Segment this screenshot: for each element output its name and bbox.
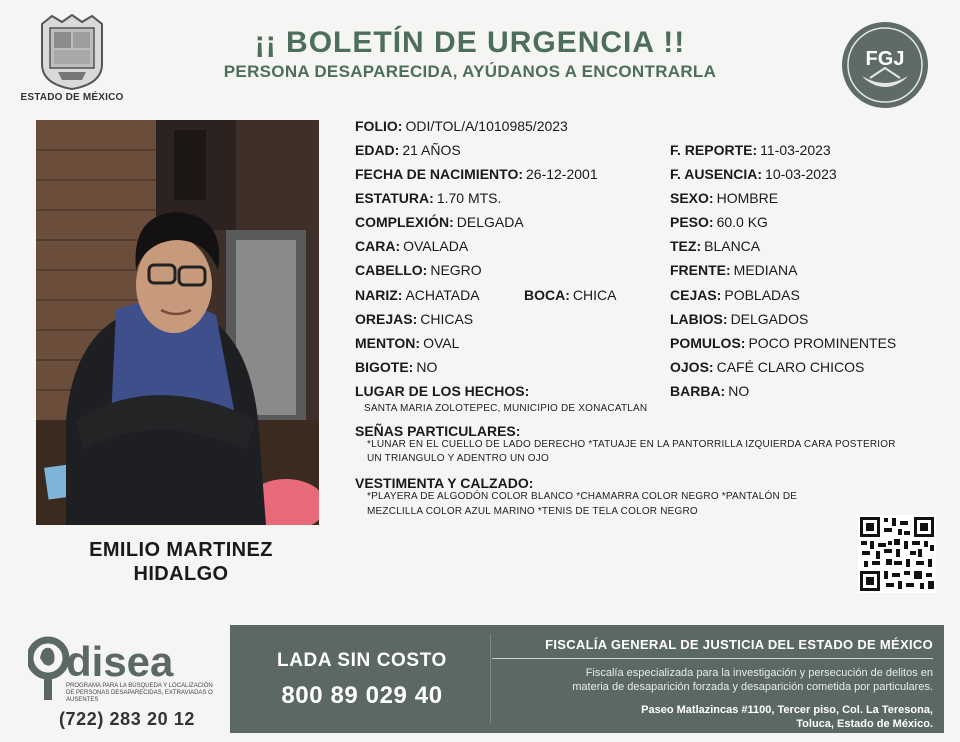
senas-line1: *LUNAR EN EL CUELLO DE LADO DERECHO *TATUAJE EN LA PANTORRILLA IZQUIERDA CARA POSTERIOR: [367, 439, 896, 450]
field-value: 26-12-2001: [526, 166, 598, 182]
field-nariz: [355, 287, 480, 303]
odisea-tagline-1: PROGRAMA PARA LA BÚSQUEDA Y LOCALIZACIÓN: [66, 683, 213, 689]
fiscalia-title: FISCALÍA GENERAL DE JUSTICIA DEL ESTADO DE MÉXICO: [545, 637, 933, 652]
field-value: CHICA: [572, 287, 617, 303]
estado-de-mexico-coat-of-arms-icon: [38, 14, 106, 90]
field-frente: [670, 262, 797, 278]
field-bigote: [355, 359, 437, 375]
fiscalia-address: [495, 703, 933, 731]
vestimenta-line1: *PLAYERA DE ALGODÓN COLOR BLANCO *CHAMARRA COLOR NEGRO *PANTALÓN DE: [367, 491, 798, 502]
field-cejas: [670, 287, 800, 303]
field-value: OVALADA: [403, 238, 469, 254]
field-estatura: [355, 190, 501, 206]
field-cabello: [355, 262, 482, 278]
field-label: BARBA:: [670, 383, 726, 399]
field-edad: [355, 142, 461, 158]
field-label: OJOS:: [670, 359, 714, 375]
seal-text: FGJ: [865, 48, 905, 70]
field-value: HOMBRE: [716, 190, 779, 206]
field-label: OREJAS:: [355, 311, 418, 327]
field-value: NO: [416, 359, 438, 375]
field-label: LABIOS:: [670, 311, 728, 327]
field-value: DELGADA: [456, 214, 524, 230]
field-value: DELGADOS: [730, 311, 809, 327]
field-boca: [524, 287, 616, 303]
field-orejas: [355, 311, 473, 327]
field-label: EDAD:: [355, 142, 400, 158]
person-name-line1: EMILIO MARTINEZ: [89, 539, 273, 561]
field-value: 11-03-2023: [760, 142, 831, 158]
field-label: PESO:: [670, 214, 714, 230]
vestimenta-line2: MEZCLILLA COLOR AZUL MARINO *TENIS DE TELA COLOR NEGRO: [367, 506, 698, 517]
field-menton: [355, 335, 459, 351]
field-ojos: [670, 359, 864, 375]
fiscalia-desc-line1: Fiscalía especializada para la investigación y persecución de delitos en: [585, 667, 933, 679]
qr-code-icon[interactable]: [858, 515, 936, 593]
field-f-reporte: [670, 142, 831, 158]
field-label: F. REPORTE:: [670, 142, 758, 158]
field-fecha-nacimiento: [355, 166, 598, 182]
field-folio: [355, 118, 568, 134]
address-line2: Toluca, Estado de México.: [796, 718, 933, 730]
field-value: POBLADAS: [724, 287, 800, 303]
field-value: CAFÉ CLARO CHICOS: [716, 359, 865, 375]
field-label: SEXO:: [670, 190, 714, 206]
fgj-seal-icon: [840, 20, 930, 110]
field-label: MENTON:: [355, 335, 421, 351]
bulletin-subtitle: PERSONA DESAPARECIDA, AYÚDANOS A ENCONTRARLA: [223, 62, 717, 81]
field-label: FOLIO:: [355, 118, 403, 134]
senas-label: SEÑAS PARTICULARES:: [355, 423, 521, 439]
field-label: F. AUSENCIA:: [670, 166, 763, 182]
field-label: POMULOS:: [670, 335, 746, 351]
field-value: CHICAS: [420, 311, 474, 327]
field-label: NARIZ:: [355, 287, 403, 303]
odisea-phone[interactable]: (722) 283 20 12: [58, 709, 196, 729]
person-photo: [36, 120, 319, 525]
footer-divider: [490, 634, 491, 724]
field-pomulos: [670, 335, 896, 351]
fiscalia-underline: [492, 658, 933, 659]
field-barba: [670, 383, 749, 399]
fiscalia-desc-line2: materia de desaparición forzada y desaparición cometida por particulares.: [572, 681, 933, 693]
field-value: 60.0 KG: [716, 214, 768, 230]
lada-label: LADA SIN COSTO: [277, 650, 447, 671]
senas-line2: UN TRIANGULO Y ADENTRO UN OJO: [367, 453, 549, 464]
field-label: BIGOTE:: [355, 359, 414, 375]
field-label: FECHA DE NACIMIENTO:: [355, 166, 523, 182]
field-value: 10-03-2023: [765, 166, 837, 182]
field-value: 1.70 MTS.: [436, 190, 502, 206]
fiscalia-description: [495, 666, 933, 694]
field-value: NEGRO: [430, 262, 482, 278]
field-peso: [670, 214, 768, 230]
person-name-line2: HIDALGO: [133, 563, 229, 585]
field-labios: [670, 311, 808, 327]
field-value: MEDIANA: [733, 262, 798, 278]
field-value: 21 AÑOS: [402, 142, 461, 158]
person-name: [36, 538, 326, 586]
field-value: BLANCA: [704, 238, 761, 254]
field-f-ausencia: [670, 166, 837, 182]
field-label: FRENTE:: [670, 262, 731, 278]
lugar-value: SANTA MARIA ZOLOTEPEC, MUNICIPIO DE XONACATLAN: [364, 403, 648, 414]
odisea-logo-icon: [28, 634, 223, 704]
field-label: CARA:: [355, 238, 401, 254]
field-label: CABELLO:: [355, 262, 428, 278]
field-tez: [670, 238, 760, 254]
field-value: NO: [728, 383, 750, 399]
vestimenta-label: VESTIMENTA Y CALZADO:: [355, 475, 534, 491]
field-sexo: [670, 190, 778, 206]
lada-number[interactable]: 800 89 029 40: [281, 682, 443, 709]
field-complexion: [355, 214, 524, 230]
field-label: TEZ:: [670, 238, 702, 254]
odisea-name: disea: [66, 638, 174, 685]
odisea-tagline-3: AUSENTES: [66, 697, 99, 703]
field-label: CEJAS:: [670, 287, 722, 303]
lugar-label: LUGAR DE LOS HECHOS:: [355, 383, 530, 399]
field-value: OVAL: [423, 335, 460, 351]
field-label: COMPLEXIÓN:: [355, 214, 454, 230]
field-value: POCO PROMINENTES: [748, 335, 897, 351]
address-line1: Paseo Matlazincas #1100, Tercer piso, Col. La Teresona,: [641, 704, 933, 716]
field-label: BOCA:: [524, 287, 570, 303]
field-value: ACHATADA: [405, 287, 480, 303]
field-value: ODI/TOL/A/1010985/2023: [405, 118, 568, 134]
odisea-tagline-2: DE PERSONAS DESAPARECIDAS, EXTRAVIADAS O: [66, 690, 213, 696]
state-label: ESTADO DE MÉXICO: [20, 92, 124, 103]
bulletin-title: ¡¡ BOLETÍN DE URGENCIA !!: [254, 26, 686, 59]
field-cara: [355, 238, 468, 254]
field-label: ESTATURA:: [355, 190, 434, 206]
